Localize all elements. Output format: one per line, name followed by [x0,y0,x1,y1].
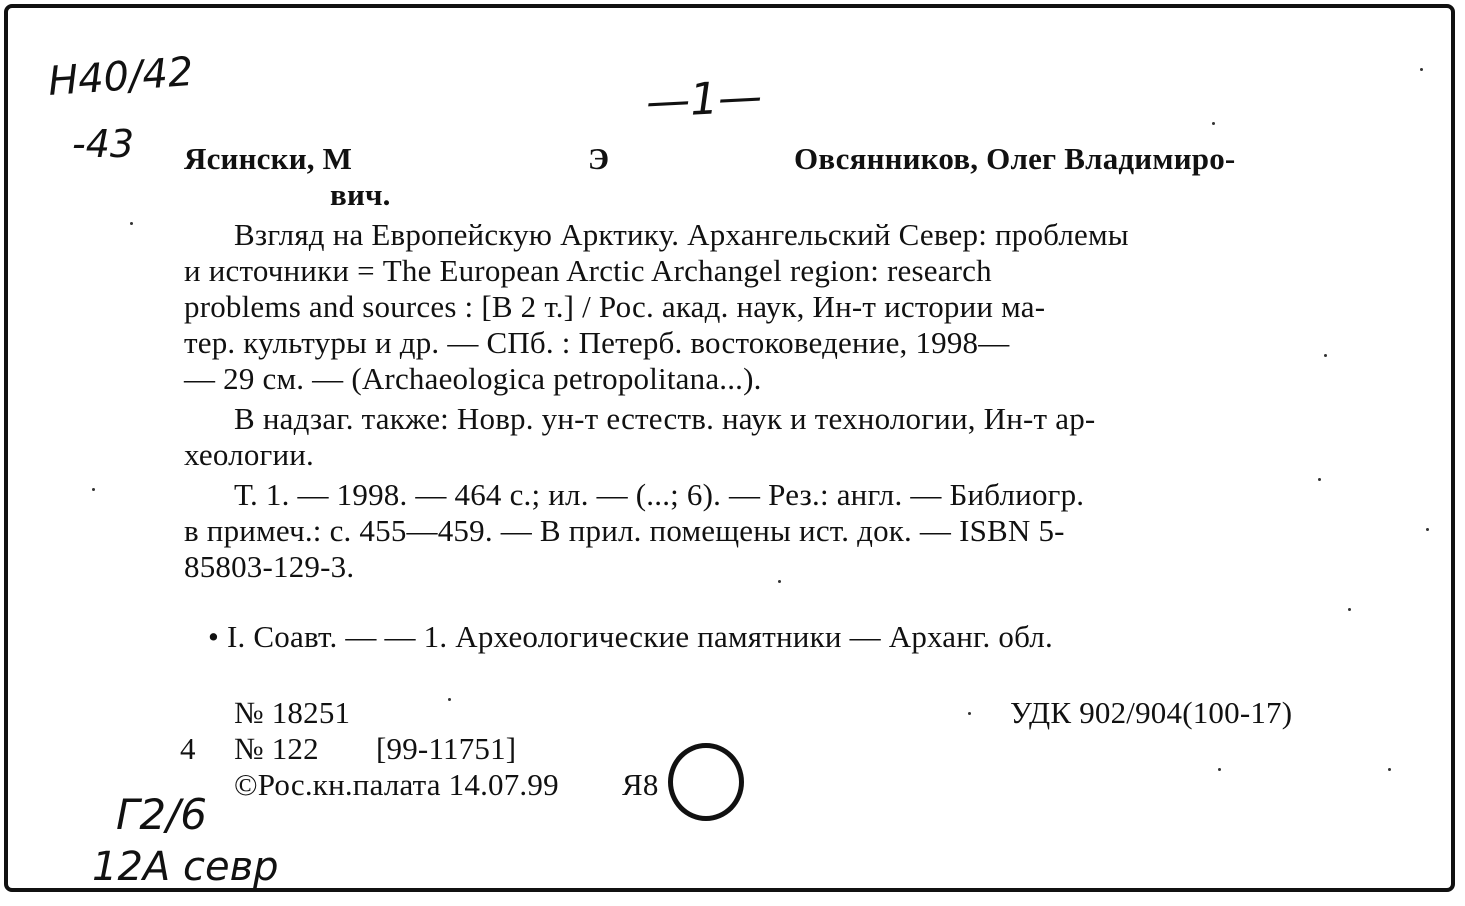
body-line-7: хеологии. [184,437,314,472]
body-line-9: в примеч.: с. 455—459. — В прил. помещены ист. док. — ISBN 5- [184,513,1065,548]
body-line-5: — 29 см. — (Archaeologica petropolitana...). [184,361,762,396]
handwritten-shelf-mark: Г2/6 [116,790,207,839]
catalog-card [4,4,1455,892]
coauthor-continuation: вич. [330,177,391,212]
body-line-8: Т. 1. — 1998. — 464 с.; ил. — (...; 6). — Рез.: англ. — Библиогр. [234,477,1085,512]
udc-code: УДК 902/904(100-17) [1010,695,1293,730]
body-line-3: problems and sources : [В 2 т.] / Рос. акад. наук, Ин-т истории ма- [184,289,1046,324]
body-line-4: тер. культуры и др. — СПб. : Петерб. востоковедение, 1998— [184,325,1010,360]
body-line-10: 85803-129-3. [184,549,355,584]
book-chamber-line: ©Рос.кн.палата 14.07.99 [234,767,559,802]
handwritten-page-mark: —1— [644,70,764,129]
book-chamber-tail: Я8 [622,767,659,802]
handwritten-call-suffix: -43 [72,122,135,166]
copies-count: 4 [180,731,196,766]
body-line-2: и источники = The European Arctic Archangel region: research [184,253,992,288]
record-number: № 18251 [234,695,351,730]
body-line-6: В надзаг. также: Новр. ун-т естеств. наук и технологии, Ин-т ар- [234,401,1096,436]
body-line-1: Взгляд на Европейскую Арктику. Архангельский Север: проблемы [234,217,1129,252]
coauthor-name: Овсянников, Олег Владимиро- [794,141,1236,176]
card-number: № 122 [234,731,319,766]
order-number: [99-11751] [376,731,517,766]
subject-headings: • I. Соавт. — — 1. Археологические памятники — Арханг. обл. [208,619,1053,654]
author-name: Ясински, М [184,141,353,176]
stamp-circle [668,743,744,821]
handwritten-call-number: Н40/42 [46,48,195,106]
author-initial: Э [588,141,610,176]
handwritten-shelf-code: 12А севр [92,844,279,890]
